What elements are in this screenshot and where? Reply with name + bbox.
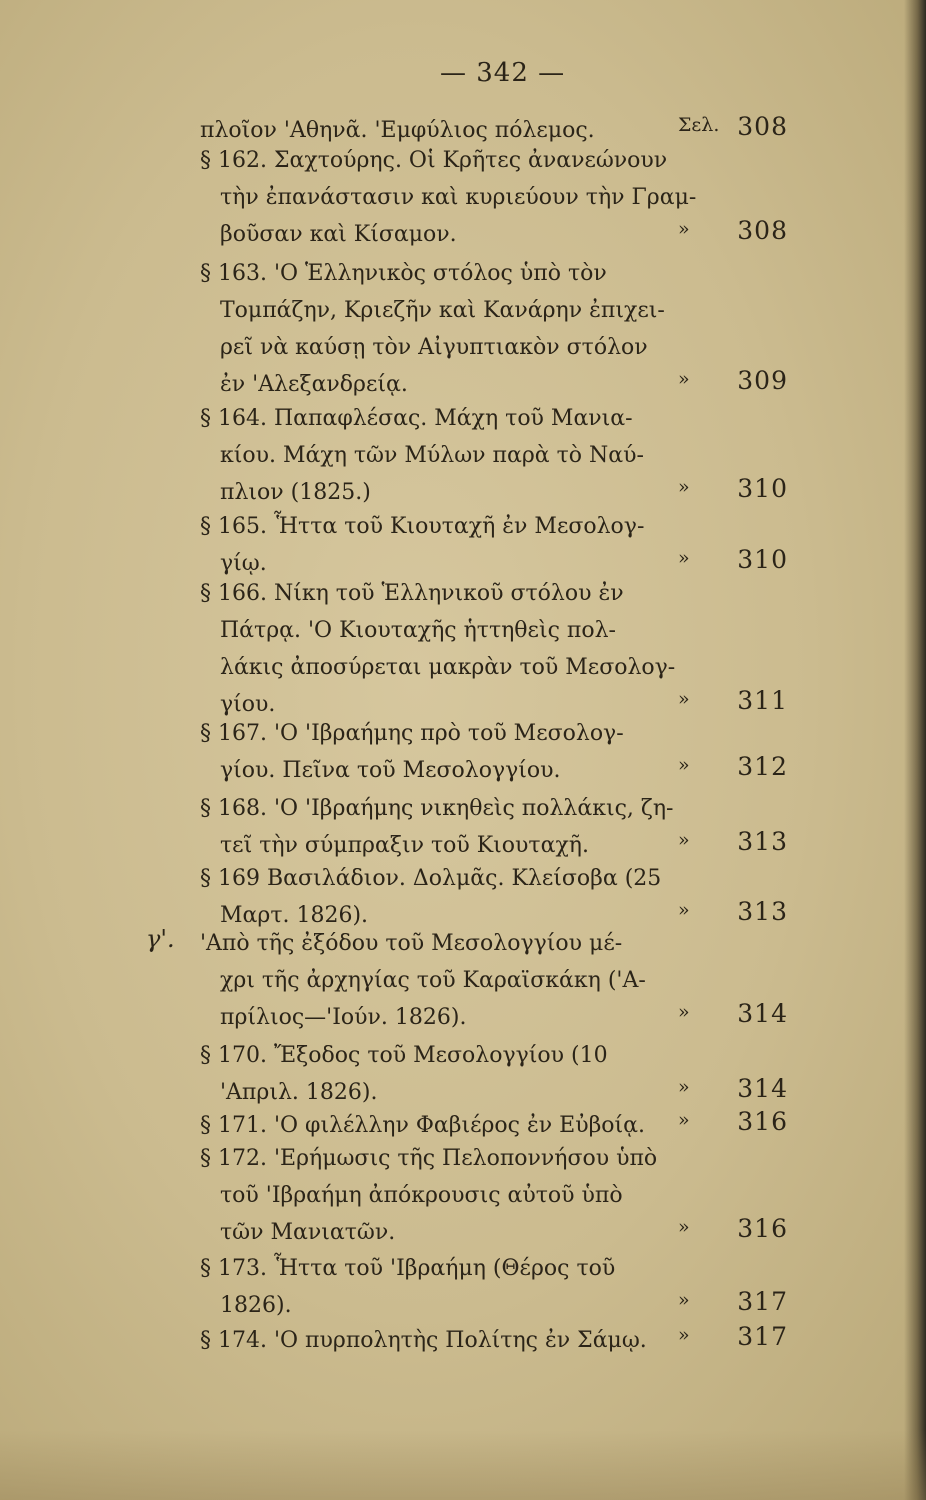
toc-page-reference — [678, 366, 796, 403]
ditto-mark: » — [678, 218, 690, 240]
toc-entry — [200, 715, 678, 789]
toc-entry-line: τεῖ τὴν σύμπραξιν τοῦ Κιουταχῆ. — [220, 833, 589, 858]
page-ref-number: 314 — [737, 999, 788, 1028]
margin-note: γ'. — [146, 925, 175, 953]
toc-entry — [200, 508, 678, 582]
toc-page-reference — [678, 1322, 796, 1359]
toc-entry-line: § 163. 'Ο Ἑλληνικὸς στόλος ὑπὸ τὸν — [200, 261, 607, 286]
toc-entry-line: γίου. Πεῖνα τοῦ Μεσολογγίου. — [220, 758, 561, 783]
toc-page-reference — [678, 752, 796, 789]
toc-entry-line: λάκις ἀποσύρεται μακρὰν τοῦ Μεσολογ- — [220, 655, 676, 680]
ditto-mark: » — [678, 1076, 690, 1098]
toc-entry-line: § 170. Ἔξοδος τοῦ Μεσολογγίου (10 — [200, 1043, 608, 1068]
toc-entry-line: § 168. 'Ο 'Ιβραήμης νικηθεὶς πολλάκις, ζη- — [200, 796, 674, 821]
toc-entry — [200, 575, 678, 723]
toc-entry-line: 'Απριλ. 1826). — [220, 1080, 378, 1105]
toc-entry-line: Μαρτ. 1826). — [220, 903, 369, 928]
page-ref-number: 316 — [737, 1107, 788, 1136]
page-ref-number: 313 — [737, 827, 788, 856]
toc-entry-line: § 174. 'Ο πυρπολητὴς Πολίτης ἐν Σάμῳ. — [200, 1328, 647, 1353]
toc-entry — [200, 1140, 678, 1251]
toc-entry-line: πλιον (1825.) — [220, 480, 371, 505]
toc-entry-line: § 172. 'Ερήμωσις τῆς Πελοποννήσου ὑπὸ — [200, 1146, 658, 1171]
toc-entry — [200, 860, 678, 934]
toc-page-reference — [678, 1107, 796, 1144]
toc-page-reference — [678, 1074, 796, 1111]
toc-entry-line: τοῦ 'Ιβραήμη ἀπόκρουσις αὐτοῦ ὑπὸ — [220, 1183, 623, 1208]
toc-entry — [200, 400, 678, 511]
ditto-mark: » — [678, 1216, 690, 1238]
toc-page-reference — [678, 1214, 796, 1251]
page-ref-number: 308 — [737, 216, 788, 245]
ditto-mark: » — [678, 1324, 690, 1346]
toc-page-reference — [678, 474, 796, 511]
ditto-mark: » — [678, 1001, 690, 1023]
toc-entry-line: § 167. 'Ο 'Ιβραήμης πρὸ τοῦ Μεσολογ- — [200, 721, 624, 746]
toc-entry-line: 1826). — [220, 1293, 292, 1318]
ditto-mark: » — [678, 1109, 690, 1131]
toc-entry — [200, 142, 697, 253]
page-ref-number: 312 — [737, 752, 788, 781]
toc-entry-line: Πάτρᾳ. 'Ο Κιουταχῆς ἡττηθεὶς πολ- — [220, 618, 616, 643]
toc-entry-line: πρίλιος—'Ιούν. 1826). — [220, 1005, 467, 1030]
page-number: — 342 — — [440, 58, 566, 88]
page-ref-number: 309 — [737, 366, 788, 395]
toc-entry-line: Τομπάζην, Κριεζῆν καὶ Κανάρην ἐπιχει- — [220, 298, 665, 323]
page-bottom-shade — [0, 1430, 926, 1500]
page-ref-number: 317 — [737, 1287, 788, 1316]
toc-page-reference — [678, 112, 796, 149]
toc-page-reference — [678, 999, 796, 1036]
page-edge-shadow — [904, 0, 926, 1500]
toc-entry-line: ἐν 'Αλεξανδρείᾳ. — [220, 372, 408, 397]
ditto-mark: Σελ. — [678, 114, 720, 136]
toc-entry-line: τὴν ἐπανάστασιν καὶ κυριεύουν τὴν Γραμ- — [220, 185, 697, 210]
toc-entry — [200, 1037, 678, 1111]
toc-entry-line: 'Απὸ τῆς ἐξόδου τοῦ Μεσολογγίου μέ- — [200, 931, 623, 956]
page-ref-number: 314 — [737, 1074, 788, 1103]
ditto-mark: » — [678, 754, 690, 776]
toc-entry-line: § 171. 'Ο φιλέλλην Φαβιέρος ἐν Εὐβοίᾳ. — [200, 1113, 646, 1138]
page-ref-number: 317 — [737, 1322, 788, 1351]
toc-entry-line: § 166. Νίκη τοῦ Ἑλληνικοῦ στόλου ἐν — [200, 581, 624, 606]
toc-entry — [200, 1250, 678, 1324]
page-ref-number: 308 — [737, 112, 788, 141]
toc-entry — [200, 1322, 678, 1359]
page-ref-number: 311 — [737, 686, 788, 715]
ditto-mark: » — [678, 547, 690, 569]
ditto-mark: » — [678, 368, 690, 390]
toc-entry-line: γίῳ. — [220, 551, 267, 576]
toc-entry — [200, 925, 678, 1036]
toc-entry-line: § 173. Ἧττα τοῦ 'Ιβραήμη (Θέρος τοῦ — [200, 1256, 616, 1281]
toc-page-reference — [678, 1287, 796, 1324]
toc-entry — [200, 255, 678, 403]
toc-page-reference — [678, 545, 796, 582]
toc-entry — [200, 1107, 678, 1144]
toc-entry-line: βοῦσαν καὶ Κίσαμον. — [220, 222, 457, 247]
toc-entry-line: κίου. Μάχη τῶν Μύλων παρὰ τὸ Ναύ- — [220, 443, 644, 468]
toc-entry-line: § 162. Σαχτούρης. Οἱ Κρῆτες ἀνανεώνουν — [200, 148, 668, 173]
toc-entry-line: ρεῖ νὰ καύσῃ τὸν Αἰγυπτιακὸν στόλον — [220, 335, 648, 360]
toc-entry-line: § 169 Βασιλάδιον. Δολμᾶς. Κλείσοβα (25 — [200, 866, 662, 891]
ditto-mark: » — [678, 829, 690, 851]
page-ref-number: 316 — [737, 1214, 788, 1243]
toc-page-reference — [678, 686, 796, 723]
toc-entry-line: § 164. Παπαφλέσας. Μάχη τοῦ Μανια- — [200, 406, 633, 431]
ditto-mark: » — [678, 688, 690, 710]
toc-entry-line: γίου. — [220, 692, 276, 717]
page-ref-number: 310 — [737, 545, 788, 574]
ditto-mark: » — [678, 899, 690, 921]
toc-page-reference — [678, 827, 796, 864]
toc-page-reference — [678, 897, 796, 934]
ditto-mark: » — [678, 476, 690, 498]
toc-entry — [200, 790, 678, 864]
toc-entry-line: τῶν Μανιατῶν. — [220, 1220, 396, 1245]
toc-page-reference — [678, 216, 796, 253]
toc-entry-line: χρι τῆς ἀρχηγίας τοῦ Καραϊσκάκη ('Α- — [220, 968, 646, 993]
toc-entry-line: § 165. Ἧττα τοῦ Κιουταχῆ ἐν Μεσολογ- — [200, 514, 645, 539]
toc-entry-line: πλοῖον 'Αθηνᾶ. 'Εμφύλιος πόλεμος. — [200, 118, 595, 143]
page-ref-number: 310 — [737, 474, 788, 503]
ditto-mark: » — [678, 1289, 690, 1311]
page-ref-number: 313 — [737, 897, 788, 926]
